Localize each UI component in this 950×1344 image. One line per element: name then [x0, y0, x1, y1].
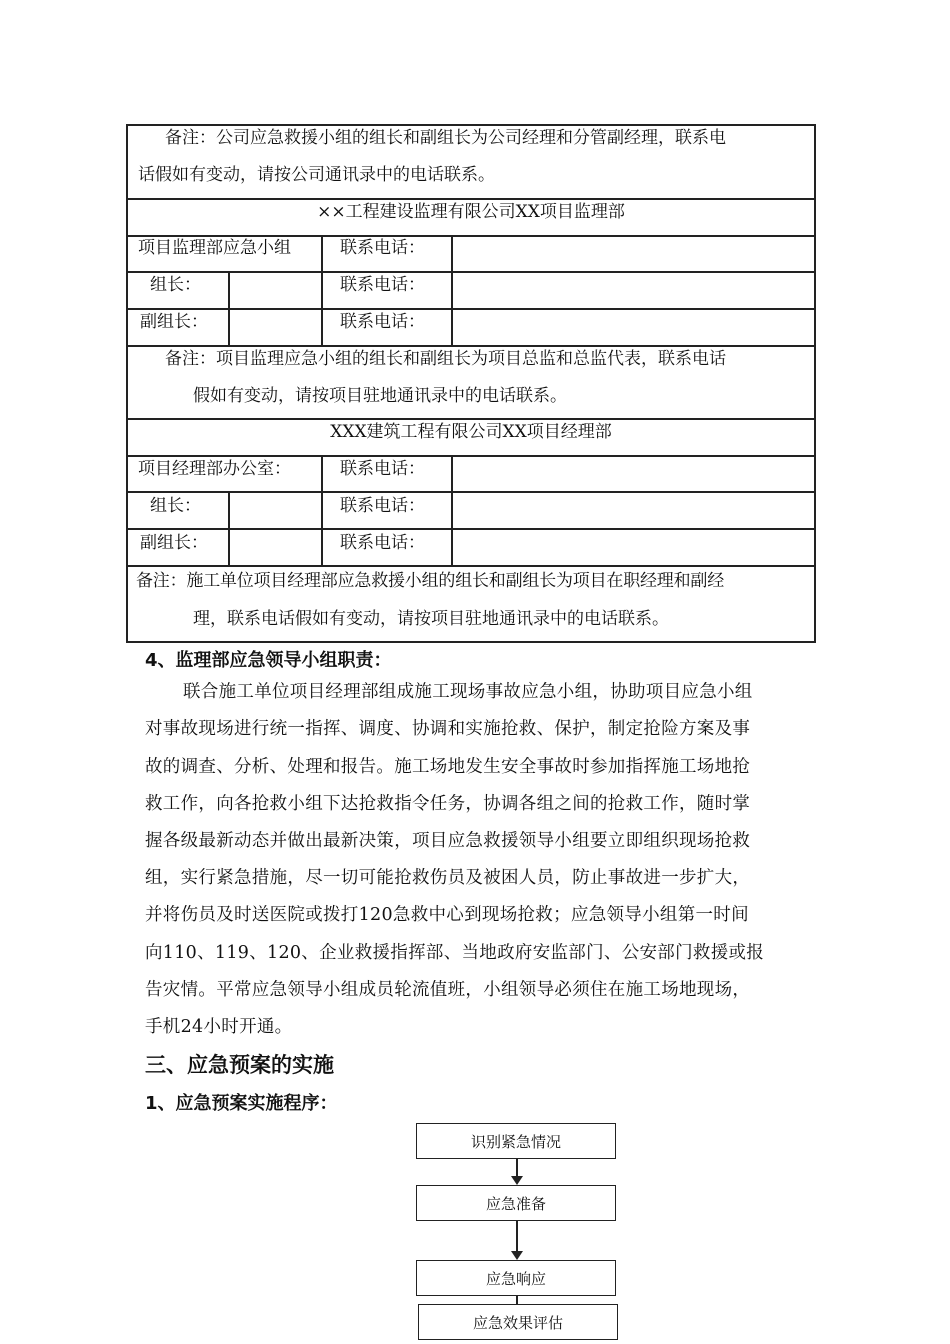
body-line: 故的调查、分析、处理和报告。施工场地发生安全事故时参加指挥施工场地抢 [145, 757, 751, 777]
table-hline [126, 124, 816, 126]
flow-connector [516, 1221, 518, 1251]
table-hline [126, 528, 816, 530]
table-vline [451, 235, 453, 345]
section3-subheading: 1、应急预案实施程序： [145, 1093, 338, 1114]
table-vline [228, 491, 230, 565]
supervision-note-line1: 备注：项目监理应急小组的组长和副组长为项目总监和总监代表，联系电话 [165, 349, 726, 369]
supervision-note-line2: 假如有变动，请按项目驻地通讯录中的电话联系。 [193, 386, 567, 406]
construction-row-phone-label: 联系电话： [340, 459, 425, 479]
flow-step-identify: 识别紧急情况 [416, 1123, 616, 1159]
supervision-row-label: 组长： [150, 275, 201, 295]
flow-step-evaluate: 应急效果评估 [418, 1304, 618, 1340]
construction-row-label: 项目经理部办公室： [138, 459, 291, 479]
flow-step-respond: 应急响应 [416, 1260, 616, 1296]
body-line: 救工作，向各抢救小组下达抢救指令任务，协调各组之间的抢救工作，随时掌 [145, 794, 751, 814]
body-line: 手机24小时开通。 [145, 1017, 293, 1037]
construction-row-label: 副组长： [140, 533, 208, 553]
body-line: 组，实行紧急措施，尽一切可能抢救伤员及被困人员，防止事故进一步扩大， [145, 868, 751, 888]
section3-heading: 三、应急预案的实施 [145, 1053, 334, 1077]
construction-title: XXX建筑工程有限公司XX项目经理部 [330, 422, 612, 442]
table-vline [321, 235, 323, 345]
table-vline [321, 455, 323, 565]
body-line: 对事故现场进行统一指挥、调度、协调和实施抢救、保护，制定抢险方案及事 [145, 719, 751, 739]
supervision-row-label: 项目监理部应急小组 [138, 238, 291, 258]
flow-connector [516, 1159, 518, 1177]
table-hline [126, 455, 816, 457]
construction-row-phone-label: 联系电话： [340, 496, 425, 516]
construction-note-line1: 备注：施工单位项目经理部应急救援小组的组长和副组长为项目在职经理和副经 [136, 571, 724, 591]
arrow-down-icon [511, 1176, 523, 1185]
table-hline [126, 418, 816, 420]
construction-note-line2: 理，联系电话假如有变动，请按项目驻地通讯录中的电话联系。 [193, 609, 669, 629]
company-note-line2: 话假如有变动，请按公司通讯录中的电话联系。 [138, 165, 495, 185]
flow-connector [516, 1296, 518, 1304]
construction-row-label: 组长： [150, 496, 201, 516]
table-hline [126, 345, 816, 347]
company-note-line1: 备注：公司应急救援小组的组长和副组长为公司经理和分管副经理，联系电 [165, 128, 726, 148]
body-line: 告灾情。平常应急领导小组成员轮流值班，小组领导必须住在施工场地现场， [145, 980, 751, 1000]
table-hline [126, 565, 816, 567]
table-hline [126, 235, 816, 237]
body-line: 向110、119、120、企业救援指挥部、当地政府安监部门、公安部门救援或报 [145, 943, 765, 963]
table-hline [126, 271, 816, 273]
table-vline [228, 271, 230, 345]
supervision-row-phone-label: 联系电话： [340, 238, 425, 258]
table-hline [126, 198, 816, 200]
body-line: 握各级最新动态并做出最新决策，项目应急救援领导小组要立即组织现场抢救 [145, 831, 751, 851]
body-line: 并将伤员及时送医院或拨打120急救中心到现场抢救；应急领导小组第一时间 [145, 905, 749, 925]
supervision-row-phone-label: 联系电话： [340, 312, 425, 332]
table-vline [451, 455, 453, 565]
construction-row-phone-label: 联系电话： [340, 533, 425, 553]
table-hline [126, 641, 816, 643]
table-hline [126, 491, 816, 493]
section4-heading: 4、监理部应急领导小组职责： [145, 650, 392, 671]
body-line: 联合施工单位项目经理部组成施工现场事故应急小组，协助项目应急小组 [183, 682, 753, 702]
supervision-title: ××工程建设监理有限公司XX项目监理部 [317, 202, 625, 222]
arrow-down-icon [511, 1251, 523, 1260]
flow-step-prepare: 应急准备 [416, 1185, 616, 1221]
supervision-row-phone-label: 联系电话： [340, 275, 425, 295]
table-hline [126, 308, 816, 310]
supervision-row-label: 副组长： [140, 312, 208, 332]
